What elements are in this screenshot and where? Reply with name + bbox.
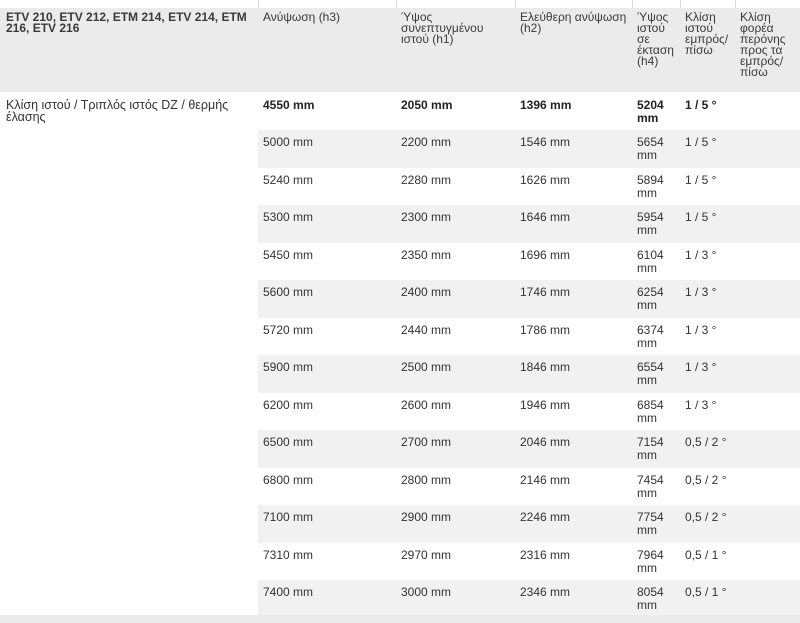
cell-collapsed-height: 2400 mm — [396, 280, 515, 318]
cell-fork-tilt — [735, 280, 800, 318]
cell-free-lift: 1396 mm — [515, 92, 632, 130]
cell-mast-tilt: 1 / 3 ° — [680, 318, 735, 356]
cell-mast-tilt: 1 / 3 ° — [680, 280, 735, 318]
cell-collapsed-height: 2280 mm — [396, 168, 515, 206]
cell-lift-height: 5720 mm — [258, 318, 396, 356]
cell-free-lift: 1646 mm — [515, 205, 632, 243]
cell-extended-height: 5654 mm — [632, 130, 680, 168]
cell-collapsed-height: 2050 mm — [396, 92, 515, 130]
cell-lift-height: 5000 mm — [258, 130, 396, 168]
cell-extended-height: 8054 mm — [632, 580, 680, 618]
cell-mast-tilt: 0,5 / 1 ° — [680, 543, 735, 581]
cell-extended-height: 7154 mm — [632, 430, 680, 468]
cell-free-lift: 2046 mm — [515, 430, 632, 468]
cell-extended-height: 7454 mm — [632, 468, 680, 506]
cell-mast-tilt: 1 / 5 ° — [680, 168, 735, 206]
cell-lift-height: 7100 mm — [258, 505, 396, 543]
cell-fork-tilt — [735, 505, 800, 543]
header-row — [0, 8, 800, 92]
cell-collapsed-height: 2440 mm — [396, 318, 515, 356]
cell-extended-height: 6374 mm — [632, 318, 680, 356]
header-extended-mast-height: Ύψος ιστού σε έκταση (h4) — [632, 8, 680, 92]
cell-fork-tilt — [735, 543, 800, 581]
cell-extended-height: 6254 mm — [632, 280, 680, 318]
cell-fork-tilt — [735, 168, 800, 206]
cell-fork-tilt — [735, 468, 800, 506]
table-row — [0, 92, 800, 130]
cell-mast-tilt: 1 / 5 ° — [680, 205, 735, 243]
cell-collapsed-height: 2350 mm — [396, 243, 515, 281]
cell-mast-tilt: 0,5 / 2 ° — [680, 468, 735, 506]
cell-fork-tilt — [735, 205, 800, 243]
cell-mast-tilt: 1 / 3 ° — [680, 355, 735, 393]
cell-free-lift: 1786 mm — [515, 318, 632, 356]
cell-lift-height: 6500 mm — [258, 430, 396, 468]
cell-free-lift: 2316 mm — [515, 543, 632, 581]
specification-table — [0, 8, 800, 618]
cell-lift-height: 7310 mm — [258, 543, 396, 581]
category-label: Κλίση ιστού / Τριπλός ιστός DZ / θερμής έλασης — [0, 92, 258, 618]
cell-lift-height: 6200 mm — [258, 393, 396, 431]
cell-extended-height: 6854 mm — [632, 393, 680, 431]
cell-fork-tilt — [735, 130, 800, 168]
cell-fork-tilt — [735, 393, 800, 431]
cell-lift-height: 5450 mm — [258, 243, 396, 281]
cell-extended-height: 7754 mm — [632, 505, 680, 543]
header-fork-carriage-tilt: Κλίση φορέα περόνης προς τα εμπρός/ πίσω — [735, 8, 800, 92]
cell-fork-tilt — [735, 355, 800, 393]
cell-collapsed-height: 2300 mm — [396, 205, 515, 243]
header-lift-height: Ανύψωση (h3) — [258, 8, 396, 92]
cell-mast-tilt: 0,5 / 2 ° — [680, 505, 735, 543]
cell-mast-tilt: 1 / 5 ° — [680, 92, 735, 130]
cell-mast-tilt: 1 / 3 ° — [680, 243, 735, 281]
cell-lift-height: 4550 mm — [258, 92, 396, 130]
cell-fork-tilt — [735, 318, 800, 356]
cell-collapsed-height: 2600 mm — [396, 393, 515, 431]
header-models: ETV 210, ETV 212, ETM 214, ETV 214, ETM 216, ETV 216 — [0, 8, 258, 92]
header-collapsed-mast-height: Ύψος συνεπτυγμένου ιστού (h1) — [396, 8, 515, 92]
cell-fork-tilt — [735, 430, 800, 468]
cell-extended-height: 6104 mm — [632, 243, 680, 281]
cell-free-lift: 1946 mm — [515, 393, 632, 431]
cell-extended-height: 5954 mm — [632, 205, 680, 243]
cell-collapsed-height: 2500 mm — [396, 355, 515, 393]
cell-collapsed-height: 2700 mm — [396, 430, 515, 468]
cell-free-lift: 2346 mm — [515, 580, 632, 618]
cell-mast-tilt: 1 / 3 ° — [680, 393, 735, 431]
cell-fork-tilt — [735, 580, 800, 618]
cell-collapsed-height: 2800 mm — [396, 468, 515, 506]
cell-free-lift: 1626 mm — [515, 168, 632, 206]
cell-extended-height: 7964 mm — [632, 543, 680, 581]
cell-lift-height: 5600 mm — [258, 280, 396, 318]
cell-fork-tilt — [735, 92, 800, 130]
cell-lift-height: 5300 mm — [258, 205, 396, 243]
header-free-lift: Ελεύθερη ανύψωση (h2) — [515, 8, 632, 92]
cell-collapsed-height: 2200 mm — [396, 130, 515, 168]
cell-mast-tilt: 0,5 / 2 ° — [680, 430, 735, 468]
header-mast-tilt: Κλίση ιστού εμπρός/ πίσω — [680, 8, 735, 92]
cell-collapsed-height: 2900 mm — [396, 505, 515, 543]
cell-lift-height: 5900 mm — [258, 355, 396, 393]
cell-free-lift: 1746 mm — [515, 280, 632, 318]
cell-lift-height: 6800 mm — [258, 468, 396, 506]
cell-mast-tilt: 0,5 / 1 ° — [680, 580, 735, 618]
cell-extended-height: 5894 mm — [632, 168, 680, 206]
cell-free-lift: 2246 mm — [515, 505, 632, 543]
cell-free-lift: 2146 mm — [515, 468, 632, 506]
cell-lift-height: 7400 mm — [258, 580, 396, 618]
cell-collapsed-height: 2970 mm — [396, 543, 515, 581]
top-strip — [0, 0, 800, 8]
cell-extended-height: 5204 mm — [632, 92, 680, 130]
bottom-strip — [0, 615, 800, 623]
cell-free-lift: 1846 mm — [515, 355, 632, 393]
cell-free-lift: 1546 mm — [515, 130, 632, 168]
cell-mast-tilt: 1 / 5 ° — [680, 130, 735, 168]
cell-extended-height: 6554 mm — [632, 355, 680, 393]
cell-fork-tilt — [735, 243, 800, 281]
cell-free-lift: 1696 mm — [515, 243, 632, 281]
cell-collapsed-height: 3000 mm — [396, 580, 515, 618]
cell-lift-height: 5240 mm — [258, 168, 396, 206]
